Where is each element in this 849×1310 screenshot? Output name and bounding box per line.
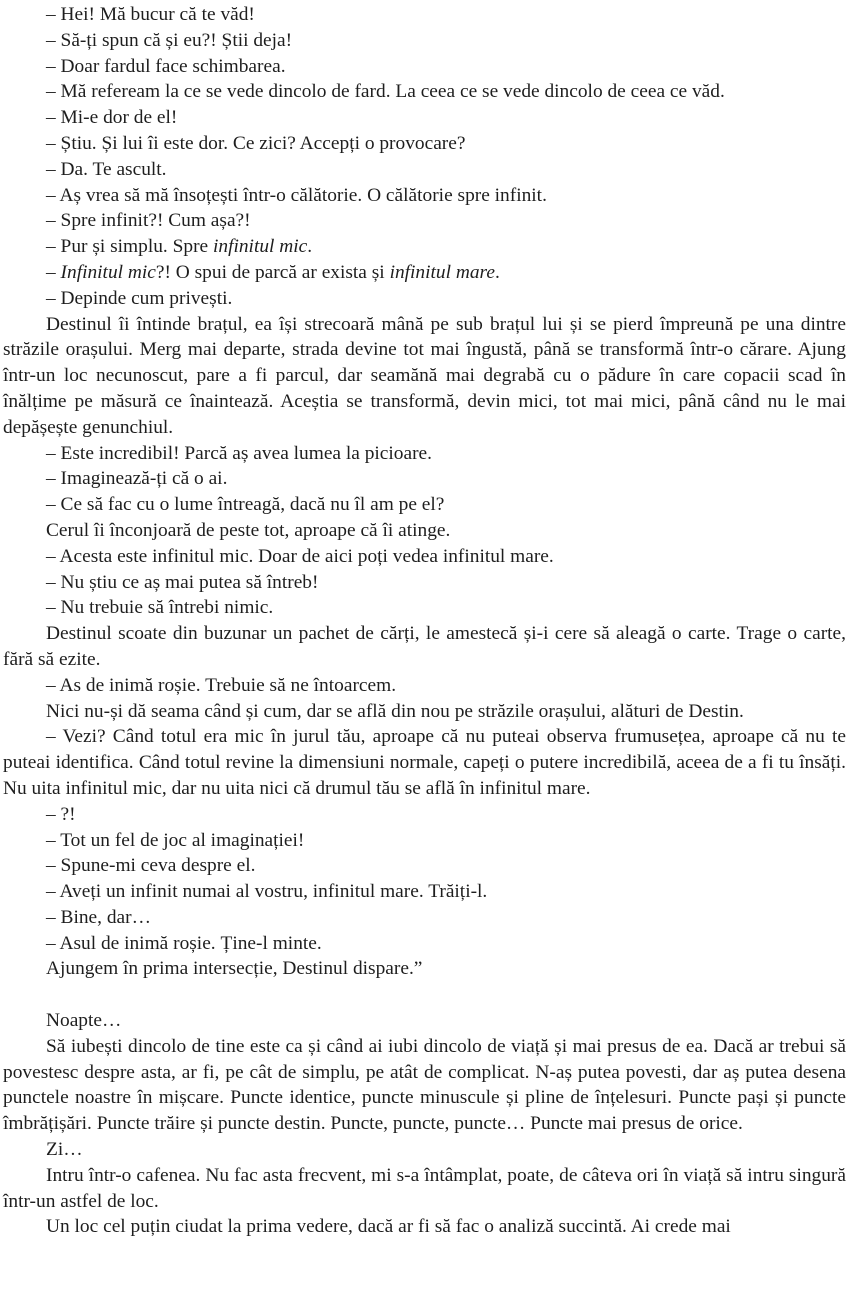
text-run: – Mă refeream la ce se vede dincolo de fard. La ceea ce se vede dincolo de ceea ce văd. — [46, 81, 725, 103]
text-run: Nici nu-și dă seama când și cum, dar se află din nou pe străzile orașului, alături de Destin. — [46, 700, 744, 722]
text-run: – Depinde cum privești. — [46, 287, 233, 309]
text-run: – Știu. Și lui îi este dor. Ce zici? Accepți o provocare? — [46, 132, 466, 154]
text-run: – Spre infinit?! Cum așa?! — [46, 210, 251, 232]
italic-text: Infinitul mic — [60, 261, 156, 283]
narrative-paragraph — [3, 956, 846, 982]
narrative-paragraph — [3, 1137, 846, 1163]
text-run: – Acesta este infinitul mic. Doar de aici poți vedea infinitul mare. — [46, 545, 554, 567]
text-run: – Asul de inimă roșie. Ține-l minte. — [46, 932, 322, 954]
dialog-line — [3, 260, 846, 286]
dialog-line — [3, 879, 846, 905]
text-run: . — [307, 236, 313, 258]
italic-text: infinitul mare — [389, 261, 495, 283]
dialog-line — [3, 234, 846, 260]
text-run: – Hei! Mă bucur că te văd! — [46, 4, 255, 25]
narrative-paragraph — [3, 1034, 846, 1137]
text-run: – Da. Te ascult. — [46, 158, 167, 180]
text-run: – Ce să fac cu o lume întreagă, dacă nu îl am pe el? — [46, 494, 445, 516]
text-run: – Bine, dar… — [46, 906, 152, 928]
dialog-line — [3, 853, 846, 879]
text-run: – Tot un fel de joc al imaginației! — [46, 829, 305, 851]
text-run: ?! O spui de parcă ar exista și — [155, 261, 390, 283]
dialog-line — [3, 54, 846, 80]
dialog-line — [3, 492, 846, 518]
dialog-line — [3, 905, 846, 931]
text-run: – Imaginează-ți că o ai. — [46, 468, 228, 490]
text-run: – Aveți un infinit numai al vostru, infinitul mare. Trăiți-l. — [46, 881, 488, 903]
dialog-line — [3, 441, 846, 467]
dialog-line — [3, 105, 846, 131]
text-run: – Să-ți spun că și eu?! Știi deja! — [46, 29, 293, 51]
dialog-line — [3, 802, 846, 828]
dialog-line — [3, 466, 846, 492]
narrative-paragraph — [3, 1008, 846, 1034]
text-run: Ajungem în prima intersecție, Destinul dispare.” — [46, 958, 423, 980]
dialog-line — [3, 673, 846, 699]
dialog-line — [3, 595, 846, 621]
dialog-line — [3, 131, 846, 157]
dialog-line — [3, 28, 846, 54]
text-run: – Spune-mi ceva despre el. — [46, 855, 256, 877]
narrative-paragraph — [3, 312, 846, 441]
narrative-paragraph — [3, 1163, 846, 1215]
text-run: . — [494, 261, 500, 283]
text-run: Destinul îi întinde brațul, ea își strecoară mână pe sub brațul lui și se pierd împreună pe una dintre străzile orașului. Merg mai departe, strada devine tot mai îngustă, până se transformă într-o cărare. Ajung într-un loc necunoscut, pare a fi parcul, dar seamănă mai degrabă cu o pădure în care copacii scad în înălțime pe măsură ce înaintează. Aceștia se transformă, devin mici, tot mai mici, până când nu le mai depășește genunchiul. — [3, 313, 846, 438]
dialog-line — [3, 828, 846, 854]
text-run: Zi… — [46, 1139, 83, 1161]
text-run: – Pur și simplu. Spre — [46, 236, 213, 258]
text-run: Destinul scoate din buzunar un pachet de cărți, le amestecă și-i cere să aleagă o carte. Trage o carte, fără să ezite. — [3, 623, 846, 670]
dialog-line — [3, 2, 846, 28]
narrative-paragraph — [3, 518, 846, 544]
text-run: – Mi-e dor de el! — [46, 107, 178, 129]
text-run: – Nu trebuie să întrebi nimic. — [46, 597, 274, 619]
dialog-line — [3, 286, 846, 312]
text-run: – Nu știu ce aș mai putea să întreb! — [46, 571, 319, 593]
dialog-line — [3, 544, 846, 570]
italic-text: infinitul mic — [213, 236, 308, 258]
narrative-paragraph — [3, 1214, 846, 1240]
text-run: – Vezi? Când totul era mic în jurul tău, aproape că nu puteai observa frumusețea, aproape că nu te puteai identifica. Când totul revine la dimensiuni normale, capeți o putere incredibilă, aceea de a fi tu însăți. Nu uita infinitul mic, dar nu uita nici că drumul tău se află în infinitul mare. — [3, 726, 846, 799]
blank-line — [3, 982, 846, 1008]
text-run: Un loc cel puțin ciudat la prima vedere, dacă ar fi să fac o analiză succintă. Ai crede mai — [46, 1216, 731, 1238]
text-run: – ?! — [46, 803, 76, 825]
narrative-paragraph — [3, 621, 846, 673]
text-run: – Este incredibil! Parcă aș avea lumea la picioare. — [46, 442, 433, 464]
dialog-line — [3, 208, 846, 234]
text-run: Cerul îi înconjoară de peste tot, aproape că îi atinge. — [46, 519, 451, 541]
dialog-line — [3, 931, 846, 957]
text-run: – — [46, 261, 61, 283]
dialog-line — [3, 183, 846, 209]
text-run: Intru într-o cafenea. Nu fac asta frecvent, mi s-a întâmplat, poate, de câteva ori în viață să intru singură într-un astfel de loc. — [3, 1164, 846, 1212]
dialog-line — [3, 724, 846, 801]
dialog-line — [3, 79, 846, 105]
dialog-line — [3, 157, 846, 183]
dialog-line — [3, 570, 846, 596]
narrative-paragraph — [3, 699, 846, 725]
text-run: – Doar fardul face schimbarea. — [46, 55, 286, 77]
text-run: – Aș vrea să mă însoțești într-o călătorie. O călătorie spre infinit. — [46, 184, 547, 206]
text-run: Să iubești dincolo de tine este ca și când ai iubi dincolo de viață și mai presus de ea. Dacă ar trebui să povestesc despre asta, ar fi, pe cât de simplu, pe atât de complicat. N-aș putea povesti, dar aș putea desena punctele noastre în mișcare. Puncte identice, puncte minuscule și pline de înțelesuri. Puncte pași și puncte îmbrățișări. Puncte trăire și puncte destin. Puncte, puncte, puncte… Puncte mai presus de orice. — [3, 1035, 846, 1135]
text-run: – As de inimă roșie. Trebuie să ne întoarcem. — [46, 674, 397, 696]
text-run: Noapte… — [46, 1010, 122, 1032]
